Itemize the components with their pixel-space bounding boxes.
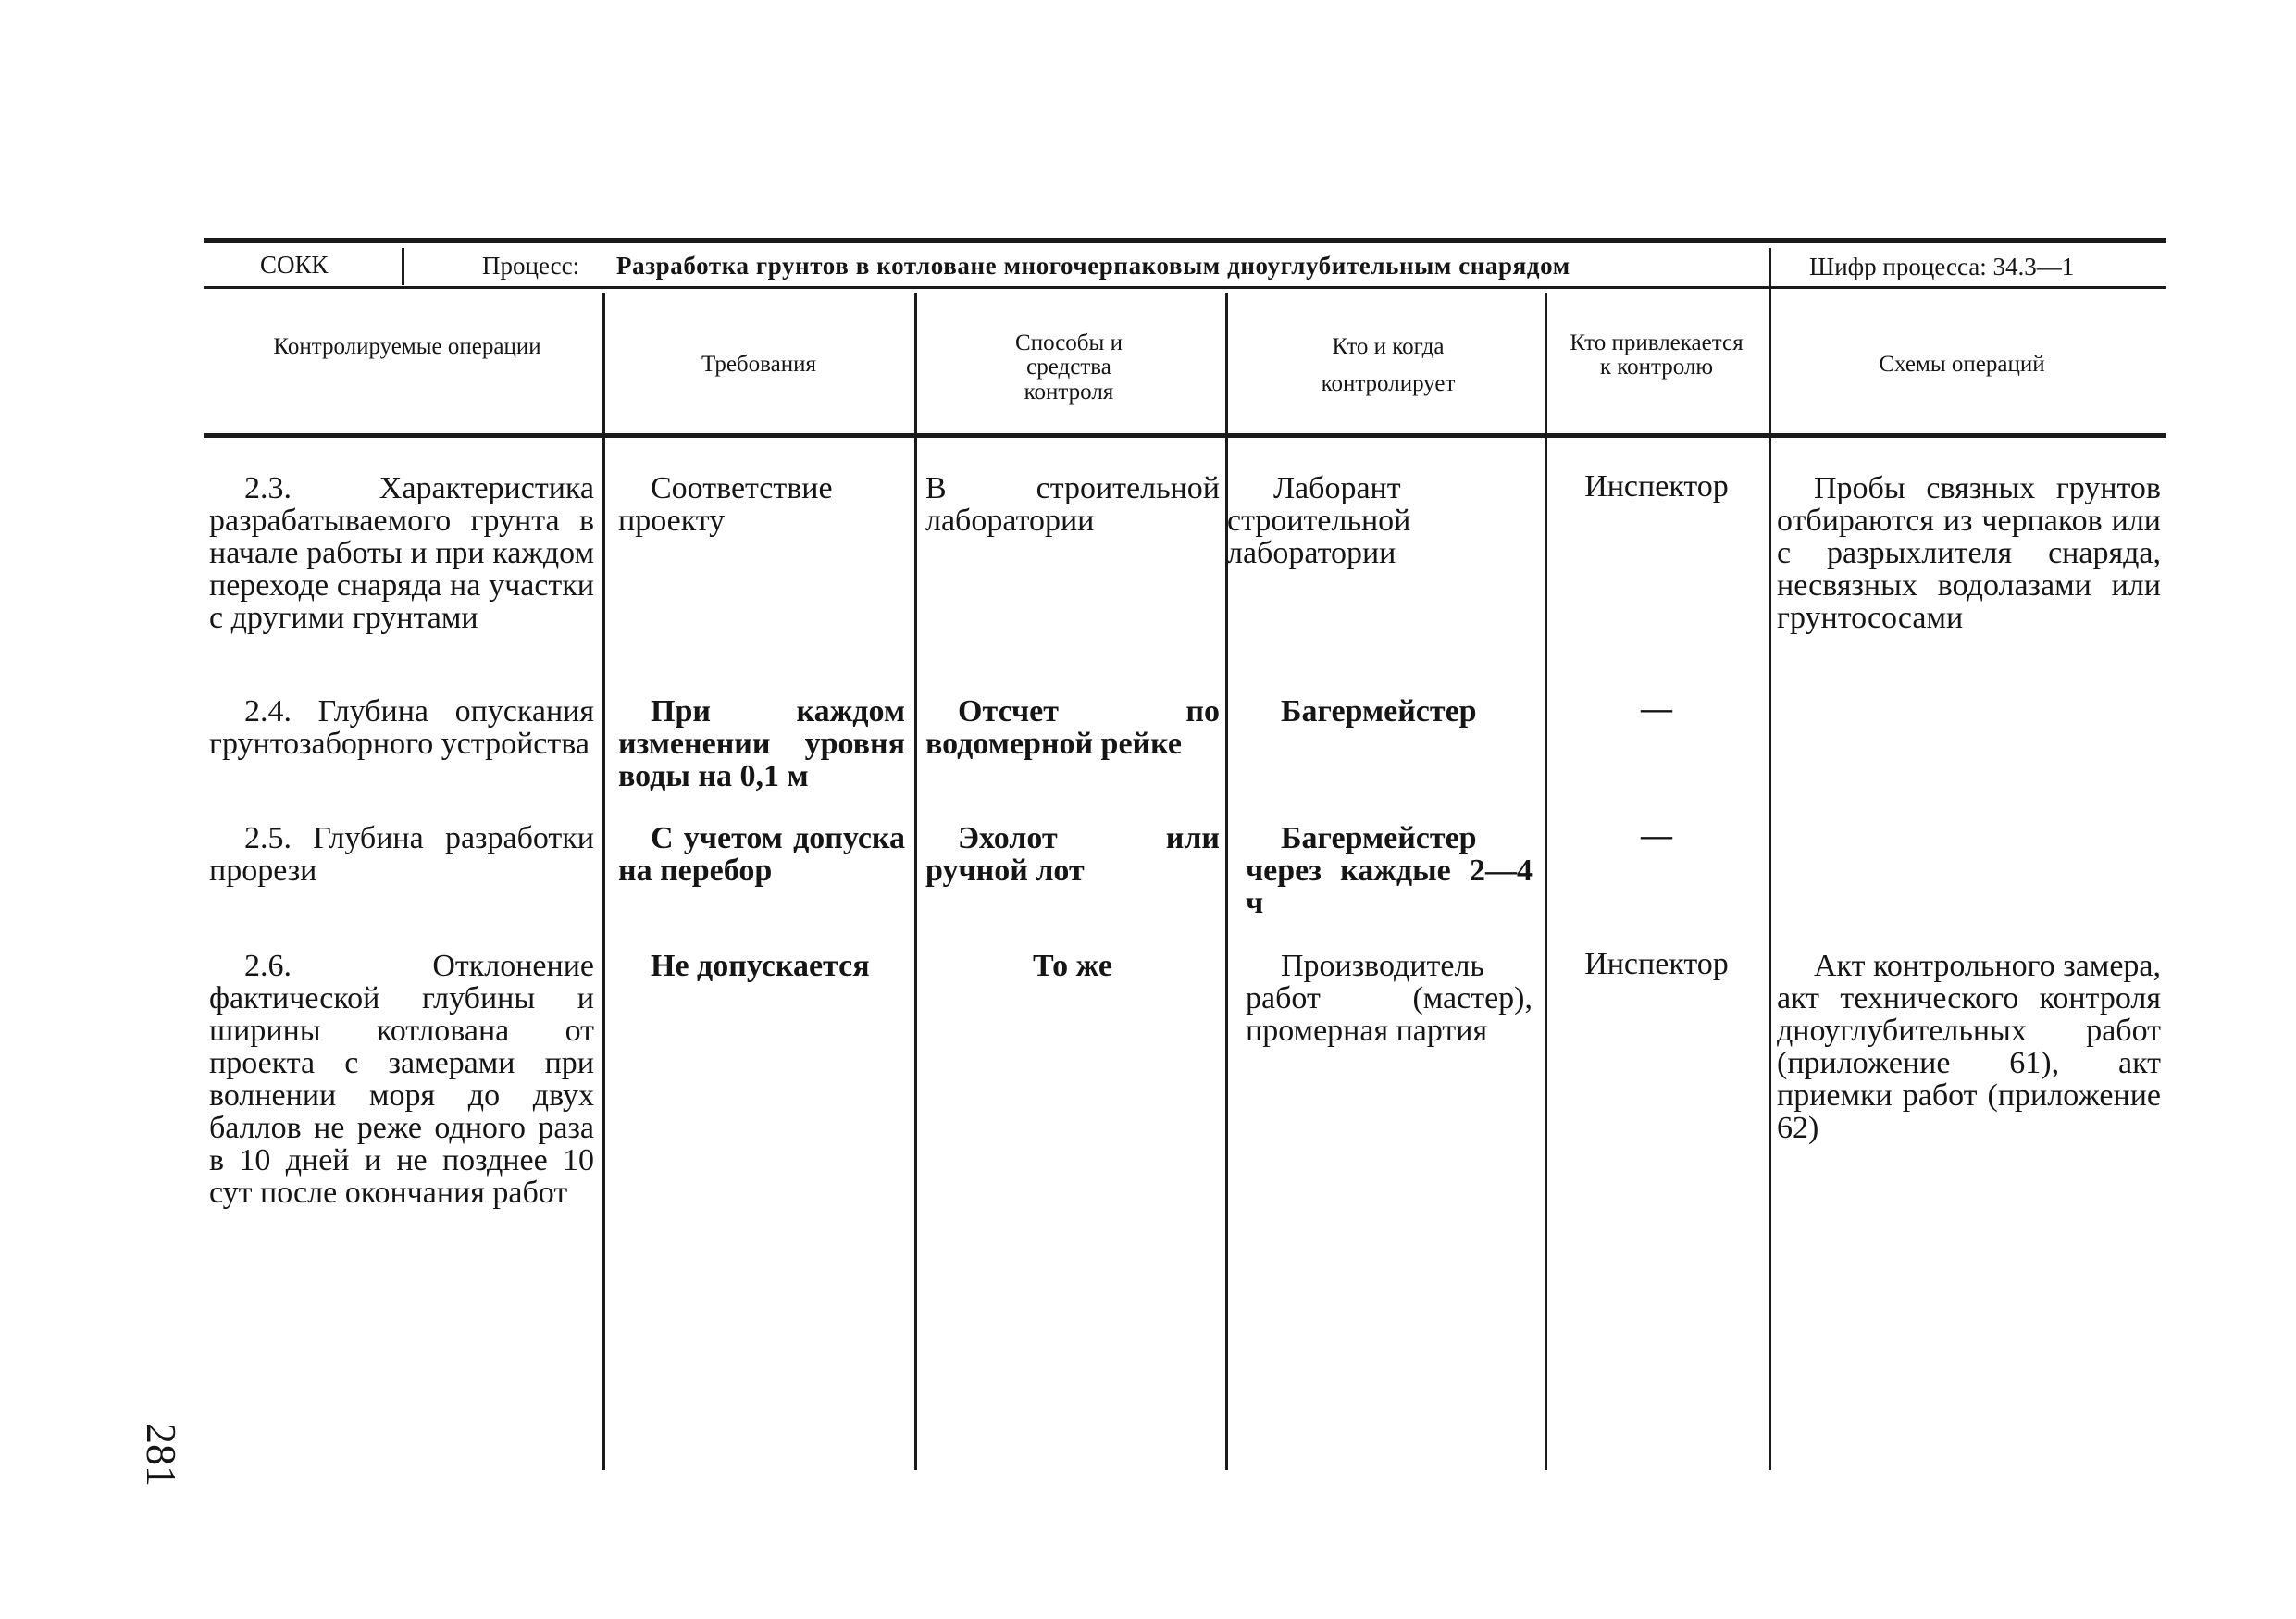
column-line-1	[602, 293, 605, 1470]
row-2-5-who: Багермейстер через каждые 2—4 ч	[1246, 821, 1533, 920]
row-2-6-method: То же	[1033, 949, 1112, 983]
row-2-3-scheme: Пробы связных грунтов отбираются из черпаков или с разрыхлителя снаряда, несвязных водолазами или грунтососами	[1777, 471, 2161, 635]
column-line-3	[1225, 293, 1228, 1470]
process-label: Процесс:	[482, 252, 580, 280]
column-header-methods: Способы и средства контроля	[1015, 330, 1123, 405]
column-header-involved: Кто привлекается к контролю	[1570, 330, 1744, 380]
row-2-5-operation: 2.5. Глубина разработки прорези	[209, 821, 594, 888]
column-header-who: Кто и когда контролирует	[1321, 334, 1456, 396]
column-line-2	[914, 293, 917, 1470]
row-2-3-who: Лаборант строительной лаборатории	[1227, 471, 1411, 570]
row-2-4-involved: —	[1641, 691, 1672, 726]
process-name: Разработка грунтов в котловане многочерпаковым дноуглубительным снарядом	[616, 252, 1570, 280]
column-line-4	[1545, 293, 1547, 1470]
process-cipher: Шифр процесса: 34.3—1	[1809, 253, 2075, 280]
row-2-6-requirement: Не допускается	[651, 949, 870, 983]
column-header-rule	[204, 433, 2166, 438]
header-rule	[204, 286, 2166, 289]
row-2-4-method: Отсчет по водомерной рейке	[925, 694, 1220, 761]
column-line-5	[1769, 248, 1771, 1470]
row-2-6-scheme: Акт контрольного замера, акт технического контроля дноуглубительных работ (приложение 61), акт приемки работ (приложение 62)	[1777, 949, 2161, 1145]
row-2-6-operation: 2.6. Отклонение фактической глубины и ширины котлована от проекта с замерами при волнении моря до двух баллов не реже одного раза в 10 дней и не позднее 10 сут после окончания работ	[209, 949, 594, 1210]
row-2-3-method: В строительной лаборатории	[925, 471, 1220, 538]
row-2-5-involved: —	[1641, 818, 1672, 853]
row-2-3-involved: Инспектор	[1584, 469, 1729, 504]
row-2-4-requirement: При каждом изменении уровня воды на 0,1 м	[618, 694, 905, 793]
column-header-operations: Контролируемые операции	[273, 334, 541, 359]
column-header-requirements: Требования	[701, 352, 816, 377]
header-divider	[402, 248, 404, 285]
page-number: 281	[138, 1423, 185, 1487]
row-2-4-operation: 2.4. Глубина опускания грунтозаборного устройства	[209, 694, 594, 761]
sokk-label: СОКК	[260, 251, 329, 279]
row-2-6-who: Производитель работ (мастер), промерная партия	[1246, 949, 1533, 1048]
row-2-5-requirement: С учетом допуска на перебор	[618, 821, 905, 888]
row-2-3-requirement: Соответствие проекту	[618, 471, 833, 538]
row-2-5-method: Эхолот или ручной лот	[925, 821, 1220, 888]
top-rule	[204, 238, 2166, 243]
row-2-6-involved: Инспектор	[1584, 947, 1729, 981]
row-2-3-operation: 2.3. Характеристика разрабатываемого грунта в начале работы и при каждом переходе снаряда на участки с другими грунтами	[209, 471, 594, 635]
column-header-schemes: Схемы операций	[1879, 352, 2045, 377]
row-2-4-who: Багермейстер	[1281, 694, 1477, 729]
